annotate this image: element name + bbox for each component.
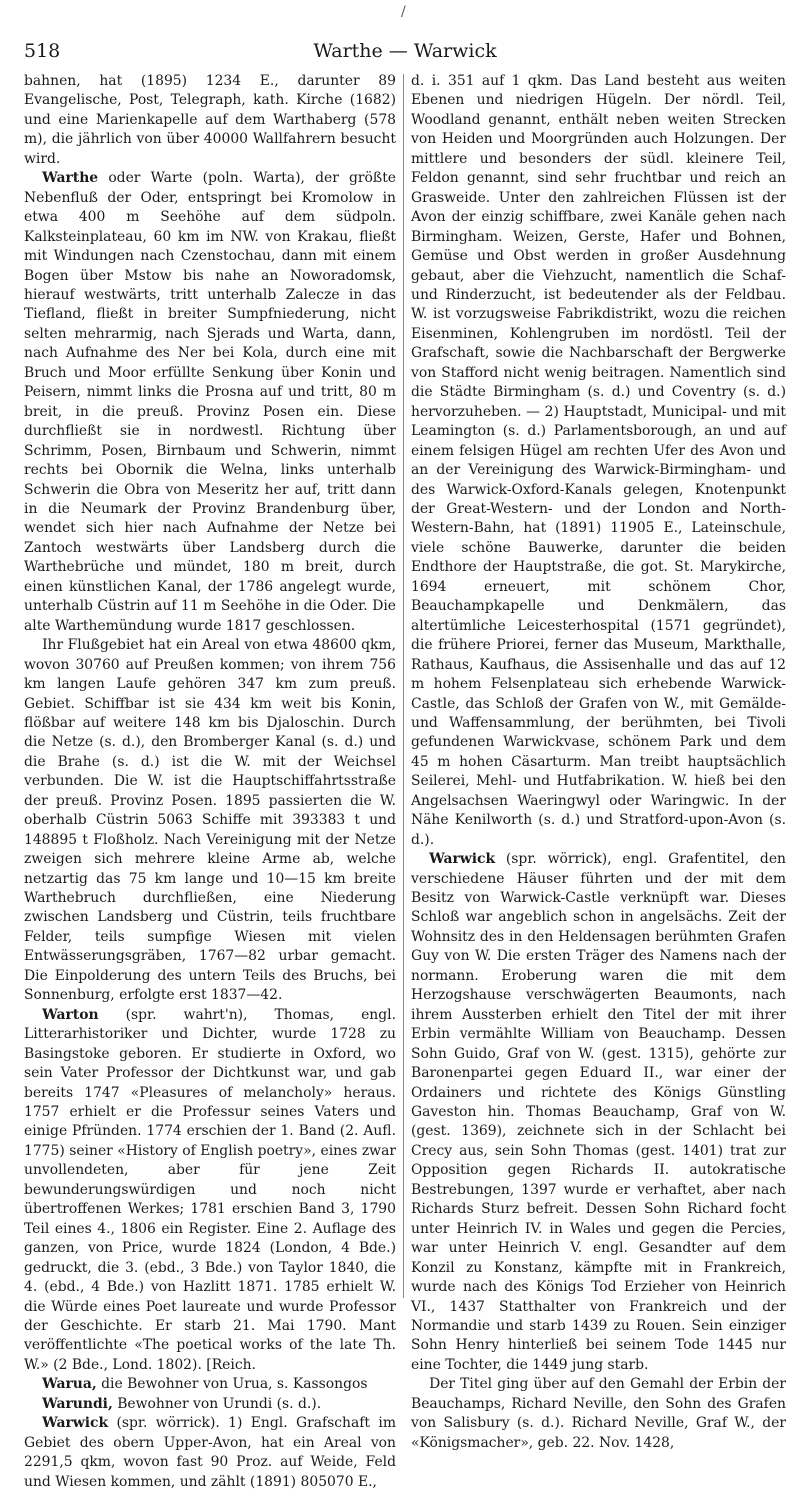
left-column [24,72,396,1490]
headword: Warton [42,1006,99,1023]
entry-warwick-county: Warwick (spr. wörrick). 1) Engl. Grafschaft im Gebiet des obern Upper-Avon, hat ein Areal von 2291,5 qkm, wovon fast 90 Proz. auf Weide, Feld und Wiesen kommen, und zählt (1891) 805070 E., [24,1415,396,1490]
margin-mark: / [401,4,406,20]
entry-paragraph: d. i. 351 auf 1 qkm. Das Land besteht aus weiten Ebenen und niedrigen Hügeln. Der nördl. Teil, Woodland genannt, enthält neben weiten Strecken von Heiden und Moorgründen auch Holzungen. Der mittlere und besonders der südl. kleinere Teil, Feldon genannt, sind sehr fruchtbar und reich an Grasweide. Unter den zahlreichen Flüssen ist der Avon der einzig schiffbare, zwei Kanäle gehen nach Birmingham. Weizen, Gerste, Hafer und Bohnen, Gemüse und Obst werden in großer Ausdehnung gebaut, aber die Viehzucht, namentlich die Schaf- und Rinderzucht, ist bedeutender als der Feldbau. W. ist vorzugsweise Fabrikdistrikt, wozu die reichen Eisenminen, Kohlengruben im nordöstl. Teil der Grafschaft, sowie die Nachbarschaft der Bergwerke von Stafford nicht wenig beitragen. Namentlich sind die Städte Birmingham (s. d.) und Coventry (s. d.) hervorzuheben. — 2) Hauptstadt, Municipal- und mit Leamington (s. d.) Parlamentsborough, an und auf einem felsigen Hügel am rechten Ufer des Avon und an der Vereinigung des Warwick-Birmingham- und des Warwick-Oxford-Kanals gelegen, Knotenpunkt der Great-Western- und der London and North-Western-Bahn, hat (1891) 11905 E., Lateinschule, viele schöne Bauwerke, darunter die beiden Endthore der Hauptstraße, die got. St. Marykirche, 1694 erneuert, mit schönem Chor, Beauchampkapelle und Denkmälern, das altertümliche Leicesterhospital (1571 gegründet), die frühere Priorei, ferner das Museum, Markthalle, Rathaus, Kaufhaus, die Assisenhalle und das auf 12 m hohem Felsenplateau sich erhebende Warwick-Castle, das Schloß der Grafen von W., mit Gemälde- und Waffensammlung, der berühmten, bei Tivoli gefundenen Warwickvase, schönem Park und dem 45 m hohen Cäsarturm. Man treibt hauptsächlich Seilerei, Mehl- und Hutfabrikation. W. hieß bei den Angelsachsen Waeringwyl oder Waringwic. In der Nähe Kenilworth (s. d.) und Stratford-upon-Avon (s. d.). [411,73,786,848]
headword: Warwick [42,1415,109,1432]
headword: Warthe [42,170,99,187]
entry-warwick-title: Warwick (spr. wörrick), engl. Grafentitel, den verschiedene Häuser führten und der mit dem Besitz von Warwick-Castle verknüpft war. Dieses Schloß war angeblich schon in angelsächs. Zeit der Wohnsitz des in den Heldensagen berühmten Grafen Guy von W. Die ersten Träger des Namens nach der normann. Eroberung waren die mit dem Herzogshause verschwägerten Beaumonts, nach ihrem Aussterben erhielt den Titel der mit ihrer Erbin vermählte William von Beauchamp. Dessen Sohn Guido, Graf von W. (gest. 1315), gehörte zur Baronenpartei gegen Eduard II., war einer der Ordainers und richtete des Königs Günstling Gaveston hin. Thomas Beauchamp, Graf von W. (gest. 1369), zeichnete sich in der Schlacht bei Crecy aus, sein Sohn Thomas (gest. 1401) trat zur Opposition gegen Richards II. autokratische Bestrebungen, 1397 wurde er verhaftet, aber nach Richards Sturz befreit. Dessen Sohn Richard focht unter Heinrich IV. in Wales und gegen die Percies, war unter Heinrich V. engl. Gesandter auf dem Konzil zu Konstanz, kämpfte mit in Frankreich, wurde nach des Königs Tod Erzieher von Heinrich VI., 1437 Statthalter von Frankreich und der Normandie und starb 1439 zu Rouen. Sein einziger Sohn Henry hinterließ bei seinem Tode 1445 nur eine Tochter, die 1449 jung starb. [411,851,786,1373]
column-divider [403,74,404,1298]
page-header [24,40,786,66]
right-column [411,72,786,1451]
entry-warthe: Warthe oder Warte (poln. Warta), der größte Nebenfluß der Oder, entspringt bei Kromolow in etwa 400 m Seehöhe auf dem südpoln. Kalksteinplateau, 60 km im NW. von Krakau, fließt mit Windungen nach Czenstochau, dann mit einem Bogen über Mstow bis nahe an Noworadomsk, hierauf westwärts, tritt unterhalb Zalecze in das Tiefland, fließt in breiter Sumpfniederung, nicht selten mehrarmig, nach Sjerads und Warta, dann, nach Aufnahme des Ner bei Kola, durch eine mit Bruch und Moor erfüllte Senkung über Konin und Peisern, nimmt links die Prosna auf und tritt, 80 m breit, in die preuß. Provinz Posen ein. Diese durchfließt sie in nordwestl. Richtung über Schrimm, Posen, Birnbaum und Schwerin, nimmt rechts bei Obornik die Welna, links unterhalb Schwerin die Obra von Meseritz her auf, tritt dann in die Neumark der Provinz Brandenburg über, wendet sich hier nach Aufnahme der Netze bei Zantoch westwärts über Landsberg durch die Warthebrüche und mündet, 180 m breit, durch einen künstlichen Kanal, der 1786 angelegt wurde, unterhalb Cüstrin auf 11 m Seehöhe in die Oder. Die alte Warthemündung wurde 1817 geschlossen. [24,170,396,634]
entry-paragraph: bahnen, hat (1895) 1234 E., darunter 89 Evangelische, Post, Telegraph, kath. Kirche (1682) und eine Marienkapelle auf dem Warthaberg (578 m), die jährlich von über 40000 Wallfahrern besucht wird. [24,73,396,167]
entry-warundi: Warundi, Bewohner von Urundi (s. d.). [42,1395,322,1412]
headword: Warua, [42,1376,97,1393]
entry-paragraph: Der Titel ging über auf den Gemahl der Erbin der Beauchamps, Richard Neville, den Sohn des Grafen von Salisbury (s. d.). Richard Neville, Graf W., der «Königsmacher», geb. 22. Nov. 1428, [411,1376,786,1451]
entry-warton: Warton (spr. wahrt'n), Thomas, engl. Litterarhistoriker und Dichter, wurde 1728 zu Basingstoke geboren. Er studierte in Oxford, wo sein Vater Professor der Dichtkunst war, und gab bereits 1747 «Pleasures of melancholy» heraus. 1757 erhielt er die Professur seines Vaters und einige Pfründen. 1774 erschien der 1. Band (2. Aufl. 1775) seiner «History of English poetry», eines zwar unvollendeten, aber für jene Zeit bewunderungswürdigen und noch nicht übertroffenen Werkes; 1781 erschien Band 3, 1790 Teil eines 4., 1806 ein Register. Eine 2. Auflage des ganzen, von Price, wurde 1824 (London, 4 Bde.) gedruckt, die 3. (ebd., 3 Bde.) von Taylor 1840, die 4. (ebd., 4 Bde.) von Hazlitt 1871. 1785 erhielt W. die Würde eines Poet laureate und wurde Professor der Geschichte. Er starb 21. Mai 1790. Mant veröffentlichte «The poetical works of the late Th. W.» (2 Bde., Lond. 1802). [Reich. [24,1006,396,1373]
entry-paragraph: Ihr Flußgebiet hat ein Areal von etwa 48600 qkm, wovon 30760 auf Preußen kommen; von ihrem 756 km langen Laufe gehören 347 km zum preuß. Gebiet. Schiffbar ist sie 434 km weit bis Konin, flößbar auf weitere 148 km bis Djaloschin. Durch die Netze (s. d.), den Bromberger Kanal (s. d.) und die Brahe (s. d.) ist die W. mit der Weichsel verbunden. Die W. ist die Hauptschiffahrtsstraße der preuß. Provinz Posen. 1895 passierten die W. oberhalb Cüstrin 5063 Schiffe mit 393383 t und 148895 t Floßholz. Nach Vereinigung mit der Netze zweigen sich mehrere kleine Arme ab, welche netzartig das 75 km lange und 10—15 km breite Warthebruch durchfließen, eine Niederung zwischen Landsberg und Cüstrin, teils fruchtbare Felder, teils sumpfige Wiesen mit vielen Entwässerungsgräben, 1767—82 urbar gemacht. Die Einpolderung des untern Teils des Bruchs, bei Sonnenburg, erfolgte erst 1837—42. [24,637,396,1004]
headword: Warwick [429,851,496,868]
page-number: 518 [24,40,61,62]
headword: Warundi, [42,1395,113,1412]
entry-warua: Warua, die Bewohner von Urua, s. Kassongos [42,1376,368,1393]
running-title: Warthe — Warwick [313,40,497,62]
